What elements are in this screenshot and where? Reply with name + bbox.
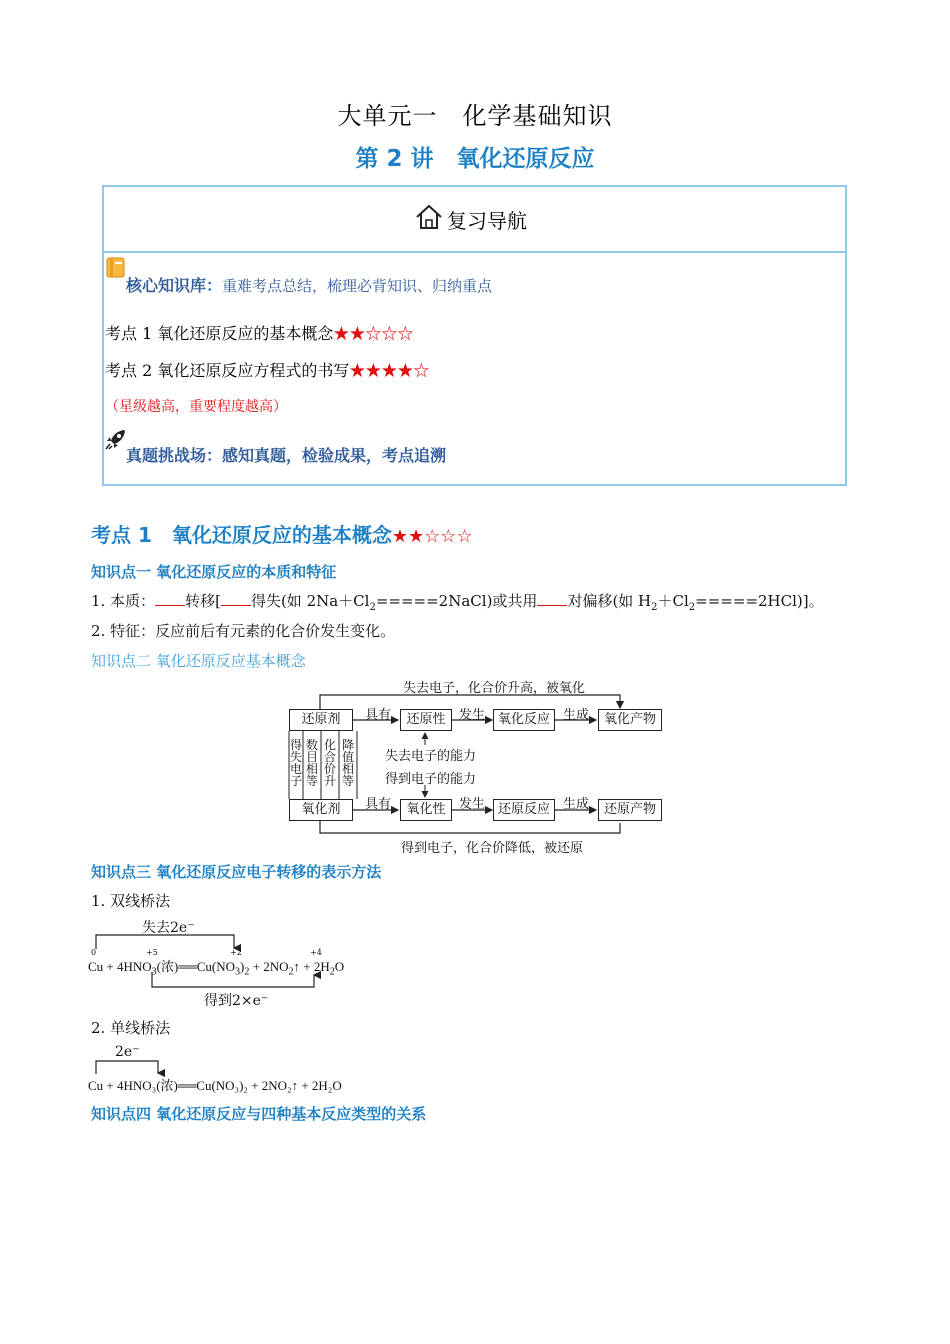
eq-o: O [334,959,345,974]
box-oxidant: 氧化剂 [289,799,353,821]
ability-lose: 失去电子的能力 [385,749,477,764]
k1-line2: 2. 特征：反应前后有元素的化合价发生变化。 [91,622,396,640]
concept-diagram [285,673,665,856]
core-label: 核心知识库： [126,276,223,295]
arrow-label-form-1: 生成 [563,708,590,723]
col3-char-0: 化 [323,738,336,752]
sub-2a: 2 [369,602,376,613]
col2-char-2: 相 [305,762,318,776]
col4-char-3: 等 [341,774,354,788]
col4-char-2: 相 [341,762,354,776]
box-reductant: 还原剂 [289,709,353,731]
ox-state-cu0: 0 [91,948,97,957]
single-bridge-equation [88,1042,428,1097]
box-reduction-reaction: 还原反应 [493,799,555,821]
double-bridge-equation [88,915,418,1010]
arrow-label-have-2: 具有 [365,797,392,812]
lesson-title: 第 2 讲 氧化还原反应 [355,146,595,172]
k1-line1-g: =====2HCl)]。 [695,592,824,610]
nav-point-2-stars: ★★★★☆ [349,361,430,380]
rocket-icon [104,427,128,455]
core-text: 重难考点总结，梳理必背知识、归纳重点 [222,277,493,295]
eq-sub2b: 2 [288,966,294,978]
box-reducibility: 还原性 [400,709,452,731]
blank-1[interactable] [155,591,185,606]
nav-point-1 [105,321,413,344]
eq-sub3b: 3 [235,966,241,978]
home-icon [415,204,443,235]
col1-char-0: 得 [289,738,302,752]
eq-hno3: + 4HNO [103,959,152,974]
k1-line1-a: 1. 本质： [91,592,156,610]
eq-h2o: + 2H [300,959,330,974]
core-knowledge-line [126,273,492,296]
single-top-label: 2e⁻ [115,1044,140,1060]
double-equation-text [88,956,344,978]
single-equation-text: Cu + 4HNO₃(浓)══Cu(NO₃)₂ + 2NO₂↑ + 2H₂O [88,1078,342,1093]
eq-conc: (浓) [156,959,179,974]
box-oxidation-product: 氧化产物 [598,709,662,731]
col3-char-1: 合 [323,750,336,764]
review-nav-title [415,204,527,235]
eq-close: ) [240,959,245,974]
ox-state-cu2: +2 [230,948,242,957]
nav-point-2-text: 考点 2 氧化还原反应方程式的书写 [105,361,350,380]
col2-char-1: 目 [305,750,318,764]
k1-line1-f: ＋Cl [657,592,689,610]
unit-title: 大单元一 化学基础知识 [337,102,613,130]
arrow-label-form-2: 生成 [563,797,590,812]
col-valence-rise [323,739,337,787]
arrow-label-have-1: 具有 [365,708,392,723]
arrow-label-occur-2: 发生 [459,797,486,812]
k1-title: 知识点一 氧化还原反应的本质和特征 [91,563,337,581]
box-reduction-product: 还原产物 [598,799,662,821]
eq-sub2c: 2 [329,966,335,978]
k3-title: 知识点三 氧化还原反应电子转移的表示方法 [91,863,382,881]
col-electron-transfer [289,739,303,787]
col3-char-2: 价 [323,762,336,776]
col2-char-3: 等 [305,774,318,788]
challenge-label: 真题挑战场： [126,446,223,465]
col4-char-0: 降 [341,738,354,752]
sub-2b: 2 [651,602,658,613]
k1-line1-d: =====2NaCl)或共用 [375,592,538,610]
nav-point-1-stars: ★★☆☆☆ [333,324,414,343]
star-note: （星级越高，重要程度越高） [105,399,287,415]
box-oxidation-reaction: 氧化反应 [493,709,555,731]
eq-equals: ══ [178,959,197,974]
diagram-top-label: 失去电子，化合价升高，被氧化 [403,681,586,696]
k1-line1 [91,590,824,613]
section1-title: 考点 1 氧化还原反应的基本概念 [91,523,392,547]
ox-state-n4: +4 [310,948,322,957]
double-bottom-label: 得到2×e⁻ [204,993,269,1009]
double-bridge-heading: 1. 双线桥法 [91,892,171,910]
challenge-line [126,443,446,466]
k1-line1-e: 对偏移(如 H [567,592,652,610]
box-oxidizability: 氧化性 [400,799,452,821]
col1-char-3: 子 [289,774,302,788]
eq-sub3: 3 [151,966,157,978]
eq-cuno3: Cu(NO [196,959,236,974]
k4-title: 知识点四 氧化还原反应与四种基本反应类型的关系 [91,1105,427,1123]
double-top-label: 失去2e⁻ [142,920,195,936]
col4-char-1: 值 [341,750,354,764]
book-icon [106,257,126,283]
nav-point-2 [105,358,429,381]
col1-char-1: 失 [289,750,302,764]
arrow-label-occur-1: 发生 [459,708,486,723]
section1-stars: ★★☆☆☆ [391,526,473,547]
col1-char-2: 电 [289,762,302,776]
section1-heading [91,519,473,548]
ability-gain: 得到电子的能力 [385,772,477,787]
challenge-text: 感知真题，检验成果，考点追溯 [222,446,447,465]
k1-line1-c: 得失(如 2Na＋Cl [250,592,370,610]
blank-3[interactable] [537,591,567,606]
diagram-bottom-label: 得到电子，化合价降低，被还原 [401,841,584,856]
sub-2c: 2 [688,602,696,613]
col-drop-equal [341,739,355,787]
eq-up-arrow: ↑ [293,959,300,974]
col3-char-3: 升 [323,774,336,788]
col2-char-0: 数 [305,738,318,752]
review-nav-title-text: 复习导航 [447,209,527,233]
eq-sub2: 2 [244,966,250,978]
k1-line1-b: 转移[ [185,592,221,610]
eq-cu: Cu [88,959,104,974]
nav-point-1-text: 考点 1 氧化还原反应的基本概念 [105,324,334,343]
eq-no2: + 2NO [249,959,289,974]
blank-2[interactable] [221,591,251,606]
col-number-equal [305,739,319,787]
single-bridge-heading: 2. 单线桥法 [91,1019,171,1037]
k2-title: 知识点二 氧化还原反应基本概念 [91,652,306,670]
ox-state-n5: +5 [146,948,158,957]
